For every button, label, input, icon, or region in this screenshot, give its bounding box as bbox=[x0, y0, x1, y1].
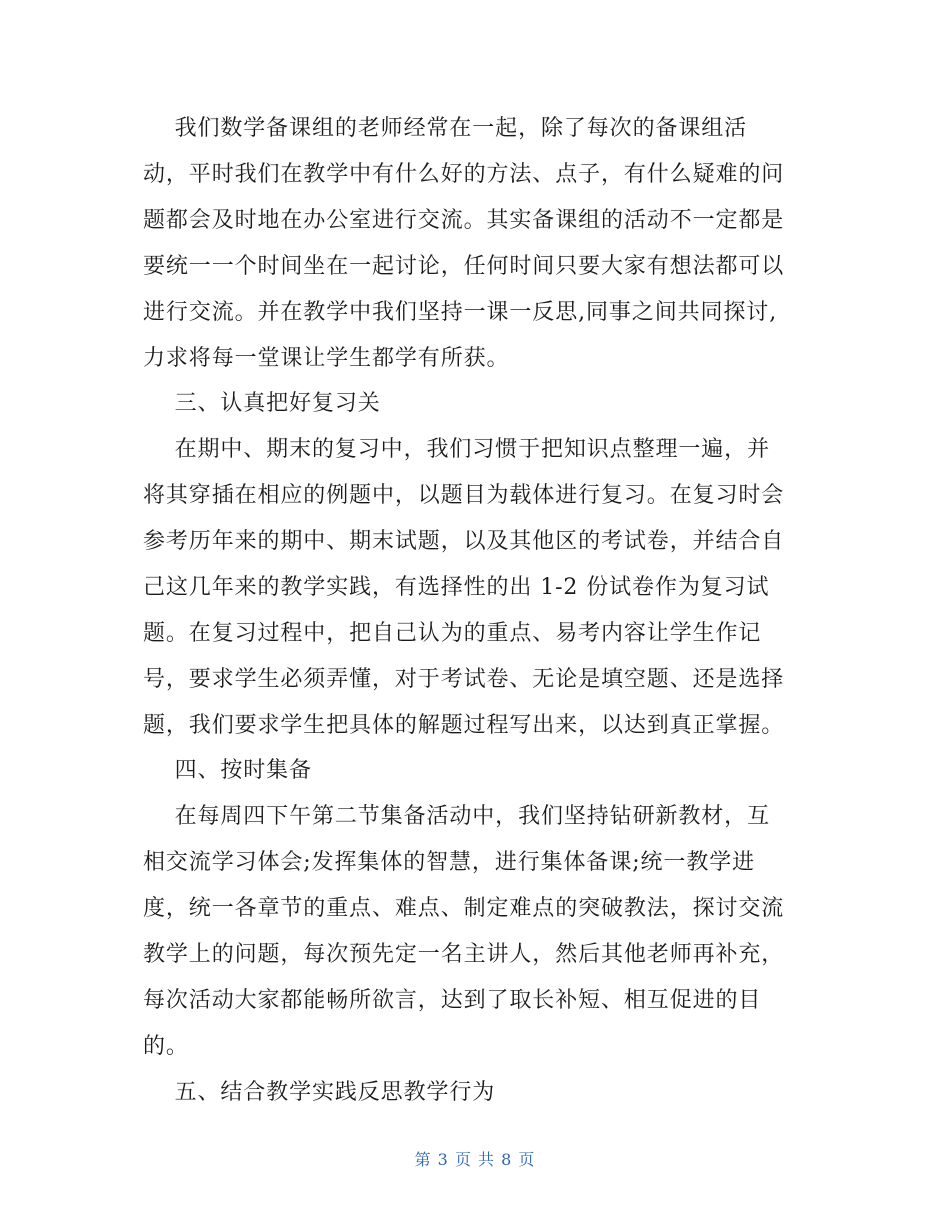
page-number-footer: 第 3 页 共 8 页 bbox=[414, 1150, 536, 1169]
paragraph-2-line-3: 参考历年来的期中、期末试题，以及其他区的考试卷，并结合自 bbox=[143, 529, 785, 554]
section-heading-5: 五、结合教学实践反思教学行为 bbox=[143, 1080, 496, 1105]
paragraph-3-line-3: 度，统一各章节的重点、难点、制定难点的突破教法，探讨交流 bbox=[143, 896, 785, 921]
paragraph-1-line-2: 动，平时我们在教学中有什么好的方法、点子，有什么疑难的问 bbox=[143, 162, 785, 187]
paragraph-1-line-3: 题都会及时地在办公室进行交流。其实备课组的活动不一定都是 bbox=[143, 208, 785, 233]
paragraph-3-line-2: 相交流学习体会;发挥集体的智慧，进行集体备课;统一教学进 bbox=[143, 850, 756, 875]
paragraph-2-line-7: 题，我们要求学生把具体的解题过程写出来，以达到真正掌握。 bbox=[143, 713, 785, 738]
paragraph-3-line-4: 教学上的问题，每次预先定一名主讲人，然后其他老师再补充， bbox=[143, 942, 785, 967]
paragraph-2-line-1: 在期中、期末的复习中，我们习惯于把知识点整理一遍，并 bbox=[143, 437, 770, 462]
paragraph-1-line-5: 进行交流。并在教学中我们坚持一课一反思,同事之间共同探讨, bbox=[143, 300, 778, 325]
paragraph-1-line-1: 我们数学备课组的老师经常在一起，除了每次的备课组活 bbox=[143, 116, 748, 141]
paragraph-3-line-5: 每次活动大家都能畅所欲言，达到了取长补短、相互促进的目 bbox=[143, 988, 762, 1013]
paragraph-2-line-5: 题。在复习过程中，把自己认为的重点、易考内容让学生作记 bbox=[143, 621, 762, 646]
paragraph-1-line-4: 要统一一个时间坐在一起讨论，任何时间只要大家有想法都可以 bbox=[143, 254, 785, 279]
paragraph-3-line-6: 的。 bbox=[143, 1034, 189, 1059]
paragraph-3-line-1: 在每周四下午第二节集备活动中，我们坚持钻研新教材，互 bbox=[143, 804, 770, 829]
section-heading-3: 三、认真把好复习关 bbox=[143, 391, 381, 416]
paragraph-2-line-6: 号，要求学生必须弄懂，对于考试卷、无论是填空题、还是选择 bbox=[143, 667, 785, 692]
paragraph-1-line-6: 力求将每一堂课让学生都学有所获。 bbox=[143, 346, 510, 371]
paragraph-2-line-2: 将其穿插在相应的例题中，以题目为载体进行复习。在复习时会 bbox=[143, 483, 785, 508]
paragraph-2-line-4: 己这几年来的教学实践，有选择性的出 1-2 份试卷作为复习试 bbox=[143, 575, 770, 600]
section-heading-4: 四、按时集备 bbox=[143, 758, 312, 783]
